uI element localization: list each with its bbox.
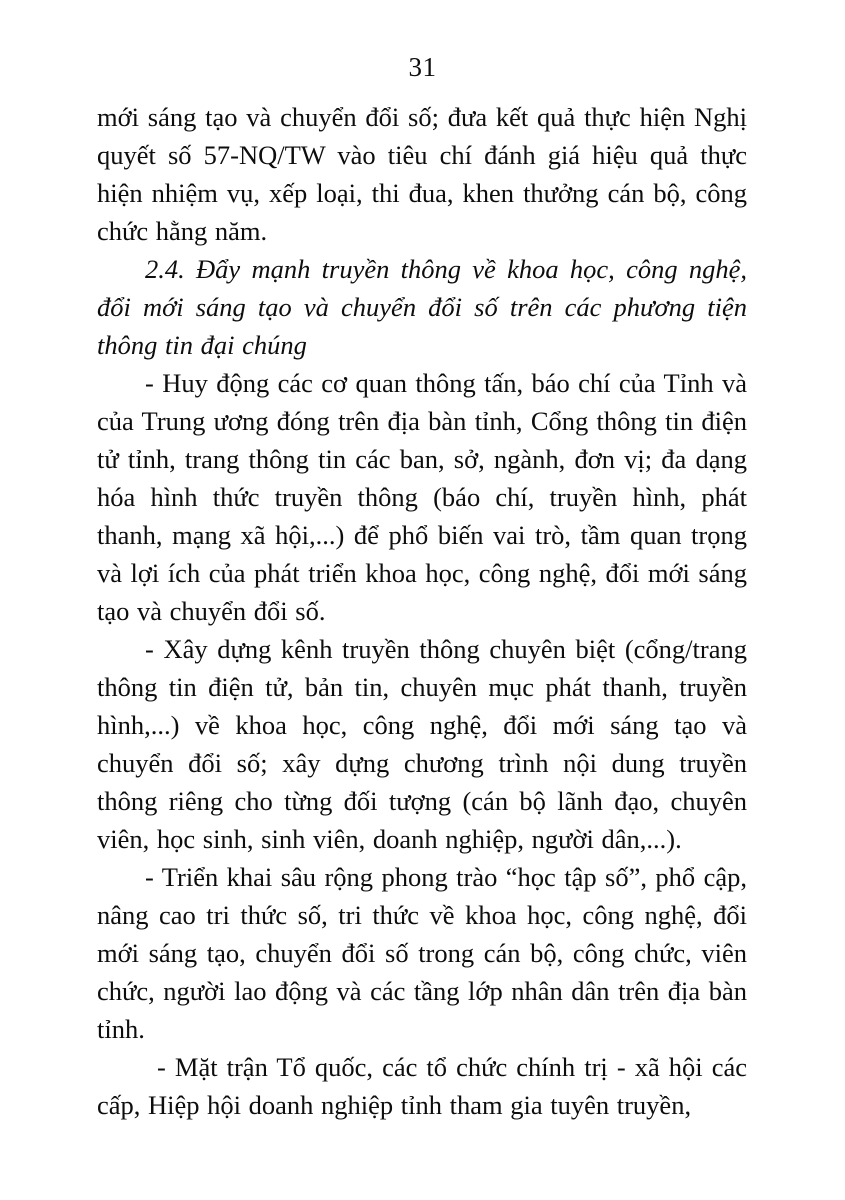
list-item-dedicated-channels: - Xây dựng kênh truyền thông chuyên biệt (cổng/trang thông tin điện tử, bản tin, chuyên mục phát thanh, truyền hình,...) về khoa học, công nghệ, đổi mới sáng tạo và chuyển đổi số; xây dựng chương trình nội dung truyền thông riêng cho từng đối tượng (cán bộ lãnh đạo, chuyên viên, học sinh, sinh viên, doanh nghiệp, người dân,...). xyxy=(97,634,747,854)
body-paragraph-continuation: mới sáng tạo và chuyển đổi số; đưa kết quả thực hiện Nghị quyết số 57-NQ/TW vào tiêu chí đánh giá hiệu quả thực hiện nhiệm vụ, xếp loại, thi đua, khen thưởng cán bộ, công chức hằng năm. xyxy=(97,102,747,246)
page-number: 31 xyxy=(408,52,437,82)
list-item-fatherland-front: - Mặt trận Tổ quốc, các tổ chức chính trị - xã hội các cấp, Hiệp hội doanh nghiệp tỉnh tham gia tuyên truyền, xyxy=(97,1052,747,1120)
list-item-digital-learning-movement: - Triển khai sâu rộng phong trào “học tập số”, phổ cập, nâng cao tri thức số, tri thức về khoa học, công nghệ, đổi mới sáng tạo, chuyển đổi số trong cán bộ, công chức, viên chức, người lao động và các tầng lớp nhân dân trên địa bàn tỉnh. xyxy=(97,862,747,1044)
text-block xyxy=(97,98,747,1124)
list-item-media-mobilization: - Huy động các cơ quan thông tấn, báo chí của Tỉnh và của Trung ương đóng trên địa bàn tỉnh, Cổng thông tin điện tử tỉnh, trang thông tin các ban, sở, ngành, đơn vị; đa dạng hóa hình thức truyền thông (báo chí, truyền hình, phát thanh, mạng xã hội,...) để phổ biến vai trò, tầm quan trọng và lợi ích của phát triển khoa học, công nghệ, đổi mới sáng tạo và chuyển đổi số. xyxy=(97,368,747,626)
section-heading-2-4: 2.4. Đẩy mạnh truyền thông về khoa học, công nghệ, đổi mới sáng tạo và chuyển đổi số trên các phương tiện thông tin đại chúng xyxy=(97,254,747,360)
